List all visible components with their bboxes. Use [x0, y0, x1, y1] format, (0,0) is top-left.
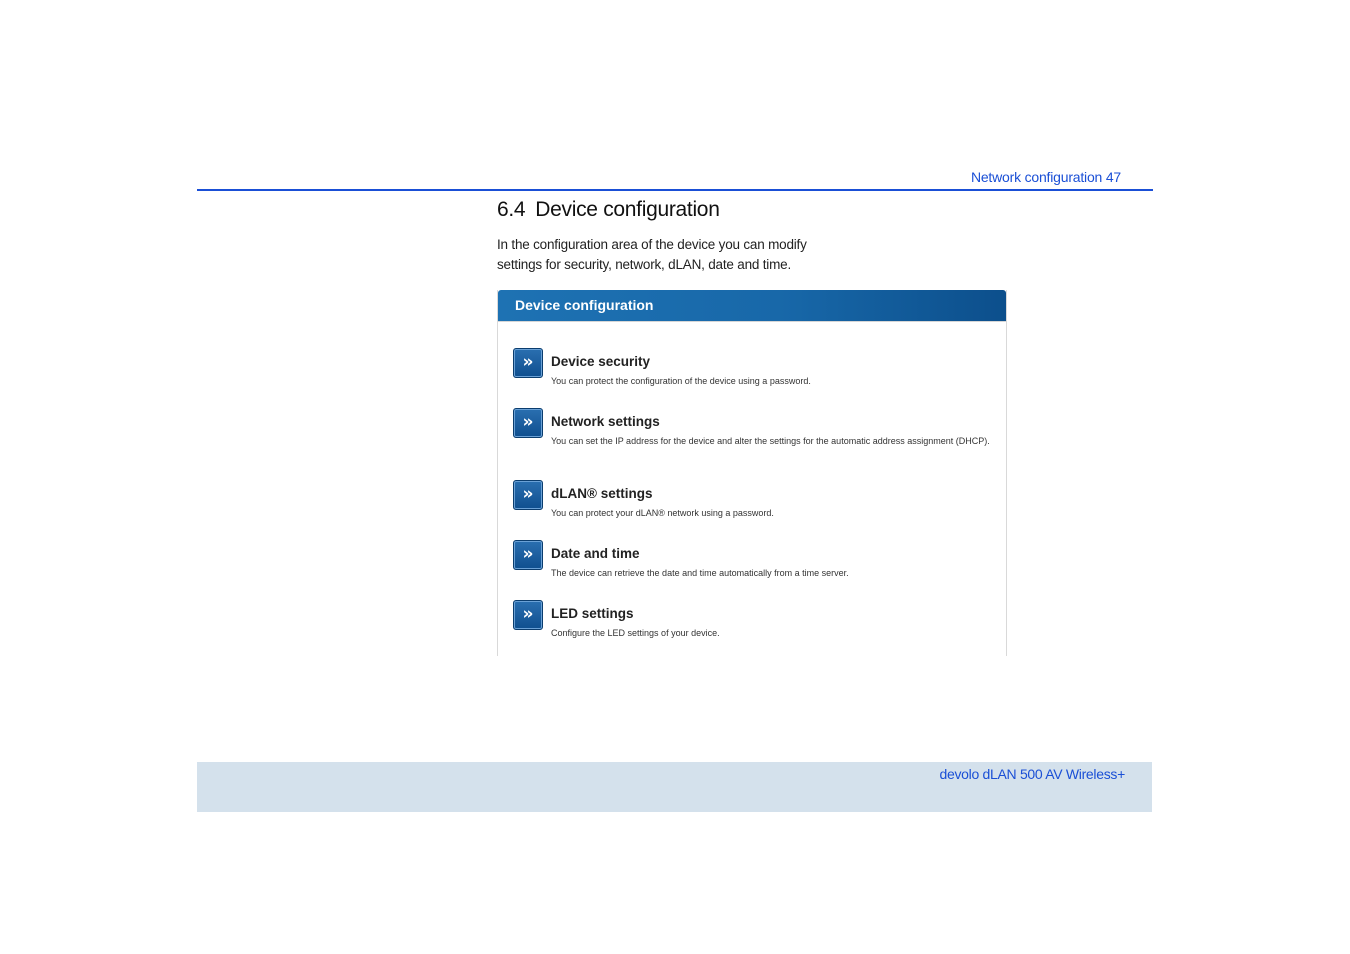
- panel-header-divider: [498, 321, 1006, 322]
- double-chevron-right-icon[interactable]: »: [513, 408, 543, 438]
- double-chevron-right-icon[interactable]: »: [513, 540, 543, 570]
- menu-item-description: You can protect your dLAN® network using a password.: [551, 508, 774, 518]
- panel-title: Device configuration: [498, 290, 1006, 321]
- menu-item-description: You can protect the configuration of the device using a password.: [551, 376, 811, 386]
- double-chevron-right-icon[interactable]: »: [513, 600, 543, 630]
- menu-item-description: Configure the LED settings of your device.: [551, 628, 720, 638]
- header-rule: [197, 189, 1153, 191]
- product-name: devolo dLAN 500 AV Wireless+: [939, 766, 1125, 782]
- intro-line: settings for security, network, dLAN, date and time.: [497, 256, 791, 272]
- double-chevron-right-icon[interactable]: »: [513, 348, 543, 378]
- menu-item-description: You can set the IP address for the device and alter the settings for the automatic address assignment (DHCP).: [551, 436, 990, 446]
- footer-band: [197, 762, 1152, 812]
- double-chevron-right-icon[interactable]: »: [513, 480, 543, 510]
- section-heading: [497, 198, 720, 222]
- menu-item-title[interactable]: Date and time: [551, 546, 640, 561]
- device-configuration-panel: [497, 290, 1007, 656]
- intro-line: In the configuration area of the device you can modify: [497, 237, 807, 252]
- menu-item-title[interactable]: LED settings: [551, 606, 634, 621]
- menu-item-title[interactable]: Device security: [551, 354, 651, 369]
- section-title: Device configuration: [535, 198, 720, 221]
- intro-paragraph: [497, 235, 827, 274]
- menu-item-description: The device can retrieve the date and time automatically from a time server.: [551, 568, 849, 578]
- running-header: Network configuration 47: [970, 169, 1121, 185]
- section-number: 6.4: [497, 198, 526, 221]
- menu-item-title[interactable]: Network settings: [551, 414, 660, 429]
- menu-item-title[interactable]: dLAN® settings: [551, 486, 653, 501]
